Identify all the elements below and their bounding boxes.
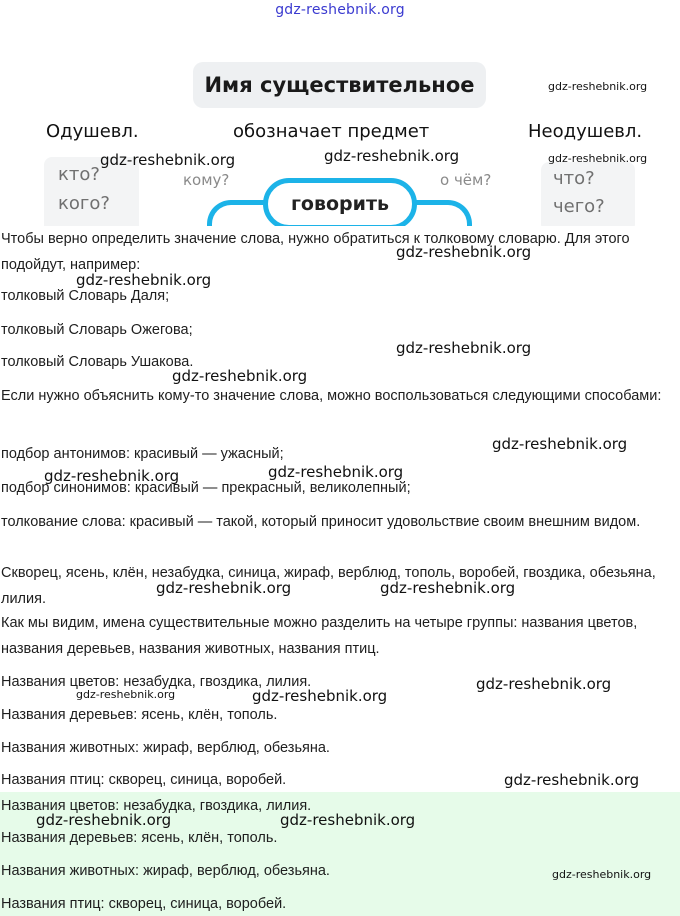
paragraph: Чтобы верно определить значение слова, нужно обратиться к толковому словарю. Для этого подойдут, например: <box>1 231 630 273</box>
question-whom: кого? <box>58 193 110 214</box>
watermark: gdz-reshebnik.org <box>552 868 652 881</box>
watermark: gdz-reshebnik.org <box>380 579 516 597</box>
paragraph: толковый Словарь Ушакова. <box>1 354 194 370</box>
paragraph: Если нужно объяснить кому-то значение слова, можно воспользоваться следующими способами: <box>1 388 662 404</box>
question-about-what: о чём? <box>440 171 492 189</box>
watermark: gdz-reshebnik.org <box>268 463 404 481</box>
paragraph: толкование слова: красивый — такой, который приносит удовольствие своим внешним видом. <box>1 514 641 530</box>
group-line: Названия цветов: незабудка, гвоздика, лилия. <box>1 674 312 690</box>
question-to-whom: кому? <box>183 171 230 189</box>
site-header-link[interactable]: gdz-reshebnik.org <box>275 2 405 18</box>
answer-line: Названия животных: жираф, верблюд, обезьяна. <box>1 863 330 879</box>
paragraph: подбор синонимов: красивый — прекрасный, великолепный; <box>1 480 411 496</box>
group-line: Названия деревьев: ясень, клён, тополь. <box>1 707 278 723</box>
watermark: gdz-reshebnik.org <box>36 811 172 829</box>
verb-example-pill: говорить <box>263 178 417 226</box>
answer-line: Названия птиц: скворец, синица, воробей. <box>1 896 287 912</box>
watermark: gdz-reshebnik.org <box>324 147 460 165</box>
watermark: gdz-reshebnik.org <box>504 771 640 789</box>
watermark: gdz-reshebnik.org <box>548 152 648 165</box>
paragraph: Как мы видим, имена существительные можно разделить на четыре группы: названия цветов, названия деревьев, названия животных, названия птиц. <box>1 615 638 657</box>
noun-diagram <box>0 0 680 226</box>
animate-heading: Одушевл. <box>46 121 139 142</box>
diagram-title: Имя существительное <box>193 62 486 108</box>
watermark: gdz-reshebnik.org <box>100 151 236 169</box>
paragraph: Скворец, ясень, клён, незабудка, синица, жираф, верблюд, тополь, воробей, гвоздика, обезьяна, лилия. <box>1 565 656 607</box>
meaning-heading: обозначает предмет <box>233 121 430 142</box>
paragraph: толковый Словарь Ожегова; <box>1 322 193 338</box>
watermark: gdz-reshebnik.org <box>156 579 292 597</box>
question-what: что? <box>553 168 595 189</box>
watermark: gdz-reshebnik.org <box>476 675 612 693</box>
watermark: gdz-reshebnik.org <box>396 243 532 261</box>
group-line: Названия птиц: скворец, синица, воробей. <box>1 772 287 788</box>
answer-line: Названия деревьев: ясень, клён, тополь. <box>1 830 278 846</box>
watermark: gdz-reshebnik.org <box>492 435 628 453</box>
answer-line: Названия цветов: незабудка, гвоздика, лилия. <box>1 798 312 814</box>
watermark: gdz-reshebnik.org <box>44 467 180 485</box>
question-of-what: чего? <box>553 196 605 217</box>
question-who: кто? <box>58 164 100 185</box>
watermark: gdz-reshebnik.org <box>252 687 388 705</box>
watermark: gdz-reshebnik.org <box>396 339 532 357</box>
paragraph: подбор антонимов: красивый — ужасный; <box>1 446 284 462</box>
watermark: gdz-reshebnik.org <box>280 811 416 829</box>
paragraph: толковый Словарь Даля; <box>1 288 170 304</box>
watermark: gdz-reshebnik.org <box>548 80 648 93</box>
watermark: gdz-reshebnik.org <box>76 688 176 701</box>
group-line: Названия животных: жираф, верблюд, обезьяна. <box>1 740 330 756</box>
watermark: gdz-reshebnik.org <box>172 367 308 385</box>
inanimate-heading: Неодушевл. <box>528 121 643 142</box>
watermark: gdz-reshebnik.org <box>76 271 212 289</box>
